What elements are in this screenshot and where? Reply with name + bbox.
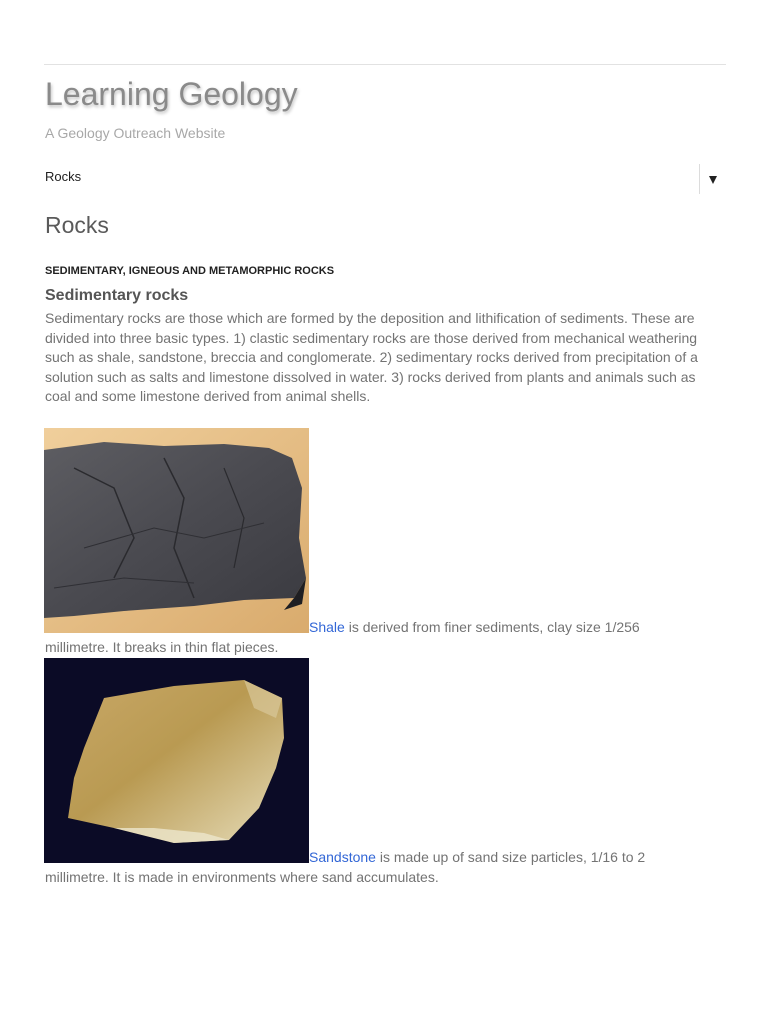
section-heading: SEDIMENTARY, IGNEOUS AND METAMORPHIC ROCKS: [45, 265, 335, 277]
nav-dropdown-toggle[interactable]: [699, 164, 726, 194]
site-title[interactable]: Learning Geology: [45, 76, 298, 112]
sandstone-caption-continued: millimetre. It is made in environments where sand accumulates.: [45, 869, 439, 885]
site-description: A Geology Outreach Website: [45, 125, 226, 141]
page-title: Rocks: [45, 212, 109, 238]
dropdown-triangle-icon: [709, 176, 717, 184]
intro-paragraph: Sedimentary rocks are those which are formed by the deposition and lithification of sediments. These are divided into three basic types. 1) clastic sedimentary rocks are those derived from mechanical weathering such as shale, sandstone, breccia and conglomerate. 2) sedimentary rocks derived from precipitation of a solution such as salts and limestone dissolved in water. 3) rocks derived from plants and animals such as coal and some limestone derived from animal shells.: [45, 310, 698, 405]
sandstone-rock-photo: [44, 658, 309, 863]
rock-entry-sandstone: [44, 658, 726, 887]
shale-caption-text: is derived from finer sediments, clay size 1/256: [344, 619, 640, 635]
sandstone-link[interactable]: Sandstone: [309, 849, 376, 865]
shale-caption-continued: millimetre. It breaks in thin flat pieces.: [45, 639, 279, 655]
sub-heading: Sedimentary rocks: [45, 287, 189, 304]
sandstone-caption-text: is made up of sand size particles, 1/16 to 2: [375, 849, 646, 865]
rock-entry-shale: [44, 428, 726, 657]
shale-link[interactable]: Shale: [309, 619, 345, 635]
header-divider: [44, 64, 726, 65]
nav-item-rocks[interactable]: Rocks: [45, 169, 82, 184]
shale-rock-photo: [44, 428, 309, 633]
main-navigation: [45, 164, 726, 196]
